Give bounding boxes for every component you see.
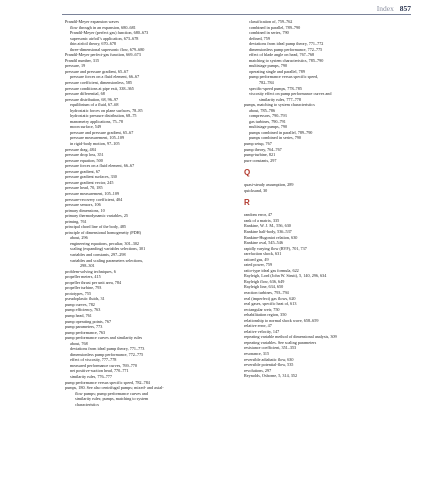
index-subentry: similarity rules, 777–778 <box>259 96 301 102</box>
index-subentry: defined, 759 <box>249 35 270 41</box>
index-entry: pressure, 19 <box>65 63 86 69</box>
index-subentry: variables and scaling parameters selections, <box>70 257 144 263</box>
index-entry: rank of a matrix, 335 <box>244 217 280 223</box>
index-entry: pseudoplastic fluids, 31 <box>65 296 105 302</box>
index-subentry: in rigid-body motion, 97–105 <box>70 141 120 147</box>
index-entry: random error, 47 <box>244 212 273 218</box>
index-entry: pressure forces on a fluid element, 66–67 <box>65 163 135 169</box>
index-entry: pump-turbine, 821 <box>244 152 276 158</box>
index-entry: Rayleigh flow, 636, 649 <box>244 278 285 284</box>
index-entry: priming, 761 <box>65 218 87 224</box>
index-entry: relative error, 47 <box>244 323 272 329</box>
index-entry: resistance coefficient, 351–353 <box>244 345 297 351</box>
header-rule <box>62 14 411 15</box>
index-subentry: 782–784 <box>259 80 274 86</box>
index-entry: pump performance curves and similarity rules <box>65 335 143 341</box>
index-subentry: specific-speed pumps, 778–785 <box>249 85 302 91</box>
index-subentry: similarity rules; pumps, matching to system <box>75 396 149 402</box>
index-subentry: pressure measurement, 105–109 <box>70 135 125 141</box>
index-subentry: Prandtl-Meyer (perfect gas) function, 680–673 <box>70 30 149 36</box>
index-entry: rehabilitation region, 350 <box>244 312 287 318</box>
index-subentry: supersonic airfoil’s application, 673–678 <box>70 35 139 41</box>
index-entry: pump head, 761 <box>65 312 92 318</box>
index-subentry: matching to system characteristics, 785–790 <box>249 57 324 63</box>
index-subentry: pump performance versus specific speed, <box>249 74 319 80</box>
index-subentry: gas turbines, 790–791 <box>249 118 286 124</box>
index-entry: pure constants, 297 <box>244 157 277 163</box>
index-section-letter: R <box>244 198 250 208</box>
index-entry: pressure conditions at pipe exit, 338–365 <box>65 85 134 91</box>
index-subentry: thin airfoil theory, 670–678 <box>70 41 117 47</box>
index-subentry: pressure forces on a fluid element, 66–67 <box>70 74 140 80</box>
index-entry: pump setup, 767 <box>244 141 272 147</box>
index-subentry: flow through in an expansion, 680–681 <box>70 24 136 30</box>
index-subentry: flow pumps; pump performance curves and <box>75 390 148 396</box>
index-subentry: classification of, 759–762 <box>249 19 293 24</box>
index-entry: quasi-steady assumption, 289 <box>244 182 294 188</box>
index-entry: Prandtl-Meyer expansion waves <box>65 19 119 24</box>
index-entry: pumps, matching to system characteristics <box>244 102 315 108</box>
index-subentry: three-dimensional supersonic flow, 679–680 <box>70 46 145 52</box>
index-subentry: pressure and pressure gradient, 65–67 <box>70 129 134 135</box>
index-entry: quicksand, 30 <box>244 187 268 193</box>
index-column-left <box>65 19 183 407</box>
index-entry: pressure sensors, 106 <box>65 202 101 208</box>
index-subentry: multistage pumps, 790 <box>249 124 288 130</box>
index-column-right <box>244 19 362 379</box>
index-entry: propeller thrust per unit area, 784 <box>65 279 122 285</box>
index-entry: pressure equation, 500 <box>65 157 103 163</box>
index-subentry: scaling (expanding) variables selections, 301 <box>70 246 146 252</box>
index-entry: principal chord line of the body, 485 <box>65 224 127 230</box>
index-subentry: effect of blade angle on head, 767–768 <box>249 52 315 58</box>
index-entry: resonance, 315 <box>244 350 270 356</box>
index-entry: pressure differential, 68 <box>65 91 105 97</box>
index-entry: pressure coefficient, dimensionless, 585 <box>65 80 133 86</box>
index-subentry: about, 768 <box>70 340 88 346</box>
index-subentry: about, 785–786 <box>249 107 276 113</box>
index-entry: real (imperfect) gas flows, 620 <box>244 295 296 301</box>
index-entry: pressure-recovery coefficient, 404 <box>65 196 123 202</box>
index-entry: pressure drag, 484 <box>65 146 96 152</box>
index-entry: primary dimensions, 10 <box>65 207 105 213</box>
index-entry: pressure gradient surfaces, 330 <box>65 174 117 180</box>
index-section-letter: Q <box>244 168 251 178</box>
index-entry: rapidly varying flow (RVF), 701, 737 <box>244 245 307 251</box>
index-entry: Rayleigh, Lord (John W. Strutt), 5, 140, 296, 634 <box>244 273 327 279</box>
index-subentry: multistage pumps, 790 <box>249 63 288 69</box>
index-subentry: equilibrium of a fluid, 67–68 <box>70 102 119 108</box>
index-subentry: similarity rules, 776–777 <box>70 374 112 379</box>
index-entry: pressure measurement, 105–109 <box>65 190 120 196</box>
index-subentry: measured performance curves, 769–770 <box>70 362 137 368</box>
index-subentry: combined in parallel, 789–790 <box>249 24 301 30</box>
index-subentry: compressors, 790–793 <box>249 113 287 119</box>
index-entry: reversible adiabatic flow, 630 <box>244 356 294 362</box>
index-entry: pump curves, 782 <box>65 301 95 307</box>
index-subentry: hydrostatic pressure distribution, 68–75 <box>70 113 137 119</box>
index-entry: revolutions, 297 <box>244 367 272 373</box>
index-entry: pressure gradient, 67 <box>65 168 101 174</box>
index-subentry: dimensionless pump performance, 772–775 <box>70 351 144 357</box>
index-entry: pressure distribution, 68, 96–97 <box>65 96 119 102</box>
index-entry: relationship to normal shock wave, 658–659 <box>244 317 319 323</box>
index-entry: problem-solving techniques, 6 <box>65 268 116 274</box>
index-entry: Rankine-Hugoniot relation, 630 <box>244 234 298 240</box>
index-entry: reaction turbines, 793–794 <box>244 289 289 295</box>
index-entry: ratioed gas, 49 <box>244 256 269 262</box>
index-subentry: operating single and parallel, 789 <box>249 68 305 74</box>
running-header-title: Index <box>376 4 394 13</box>
index-subentry: engineering equations, peculiar, 301–302 <box>70 240 140 246</box>
index-subentry: manometry applications, 75–78 <box>70 118 123 124</box>
index-entry: propeller turbine, 793 <box>65 285 102 291</box>
index-entry: pressure gradient vector, 245 <box>65 179 114 185</box>
index-entry: repeating variable method of dimensional analysis, 309 <box>244 334 337 340</box>
index-entry: Rankine, W. J. M., 556, 630 <box>244 223 291 229</box>
index-entry: pump efficiency, 763 <box>65 307 101 313</box>
index-entry: Prandtl number, 315 <box>65 57 100 63</box>
page-number: 857 <box>399 4 411 13</box>
index-entry: pumps, 180. See also centrifugal pumps; mixed- and axial- <box>65 385 164 391</box>
index-subentry: 298–301 <box>80 263 95 269</box>
index-subentry: deviations from ideal pump theory, 771–772 <box>249 41 324 47</box>
index-entry: rarefaction shock, 631 <box>244 251 282 257</box>
index-entry: rated power, 759 <box>244 262 273 268</box>
index-entry: propeller meters, 415 <box>65 274 101 280</box>
index-entry: Prandtl-Meyer perfect-gas function, 669–673 <box>65 52 141 58</box>
index-subentry: pumps combined in series, 790 <box>249 135 301 141</box>
index-subentry: viscosity effect on pump performance curves and <box>249 91 332 97</box>
index-subentry: net positive-suction head, 770–771 <box>70 368 129 374</box>
index-entry: ratio-type ideal gas formula, 622 <box>244 267 299 273</box>
index-subentry: variables and constants, 297–298 <box>70 251 126 257</box>
index-subentry: about, 296 <box>70 235 88 241</box>
index-subentry: deviations from ideal pump theory, 771–773 <box>70 346 145 352</box>
running-header <box>377 4 411 13</box>
index-subentry: characteristics <box>75 401 99 407</box>
index-entry: pressure drop loss, 351 <box>65 152 104 158</box>
index-entry: Rankine oval, 545–546 <box>244 240 283 246</box>
index-entry: principle of dimensional homogeneity (PDH) <box>65 229 142 235</box>
index-subentry: hydrostatic forces on plane surfaces, 78–85 <box>70 107 143 113</box>
index-entry: pressure head, 70, 185 <box>65 185 103 191</box>
index-entry: primary thermodynamic variables, 25 <box>65 213 129 219</box>
index-entry: relative velocity, 147 <box>244 328 280 334</box>
index-entry: Reynolds, Osborne, 5, 314, 352 <box>244 373 298 379</box>
index-entry: Rayleigh line, 634, 650 <box>244 284 284 290</box>
index-entry: prototypes, 755 <box>65 290 92 296</box>
index-entry: pump parameters, 773 <box>65 324 103 330</box>
index-entry: pump performance versus specific speed, 782–784 <box>65 379 150 385</box>
index-entry: repeating variables. See scaling parameters <box>244 339 317 345</box>
index-subentry: dimensionless pump performance, 772–775 <box>249 46 323 52</box>
index-entry: pump operating points, 767 <box>65 318 112 324</box>
index-entry: real gases, specific heat of, 613 <box>244 301 297 307</box>
index-entry: reversible potential-flow, 535 <box>244 362 294 368</box>
index-entry: Rankine half-body, 536–537 <box>244 228 292 234</box>
index-entry: pump performance, 763 <box>65 329 106 335</box>
index-subentry: combined in series, 790 <box>249 30 289 36</box>
index-entry: pump theory, 764–767 <box>244 146 282 152</box>
index-subentry: effect of viscosity, 777–778 <box>70 357 117 363</box>
index-subentry: moon surface, 549 <box>70 124 102 130</box>
index-subentry: pumps combined in parallel, 789–790 <box>249 129 313 135</box>
index-entry: pressure and pressure gradient, 65–67 <box>65 68 129 74</box>
index-entry: rectangular weir, 750 <box>244 306 280 312</box>
